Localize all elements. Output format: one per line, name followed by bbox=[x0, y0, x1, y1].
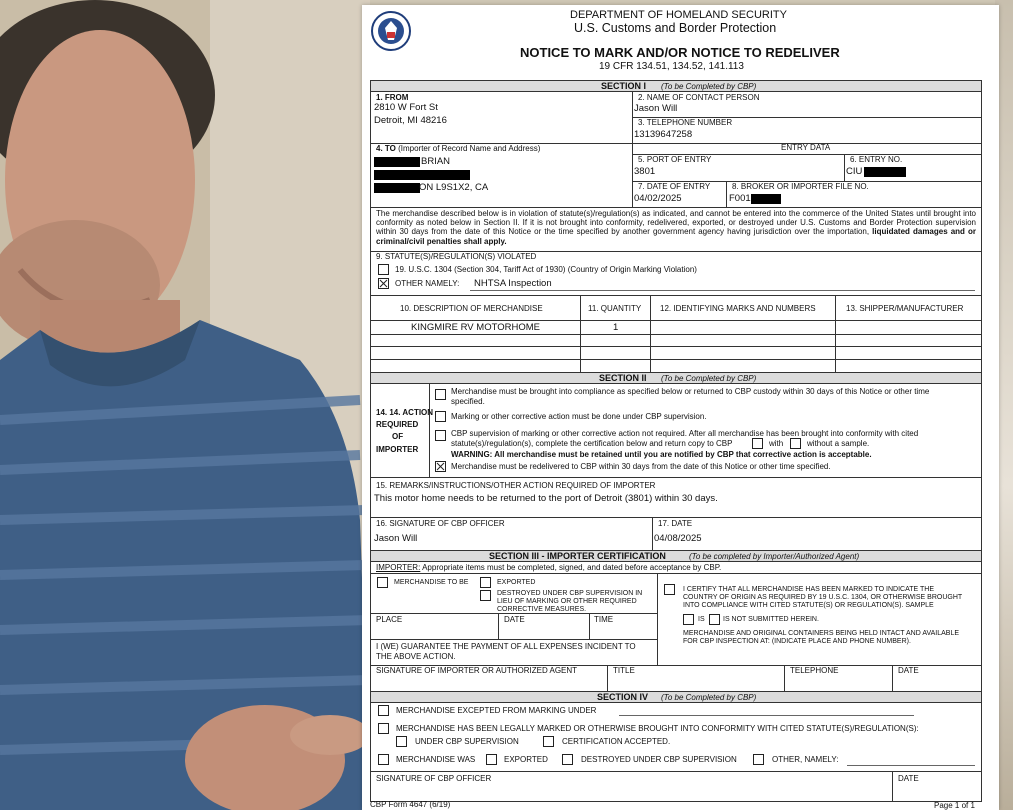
place-label: PLACE bbox=[376, 615, 403, 624]
was-label: MERCHANDISE WAS bbox=[396, 755, 476, 764]
cbp-form-4647 bbox=[362, 5, 999, 810]
cert-line3: INTO COMPLIANCE WITH CITED STATUTE(S) OR REGULATION(S). SAMPLE bbox=[683, 602, 934, 609]
exported-checkbox[interactable] bbox=[480, 577, 491, 588]
action-label-4: IMPORTER bbox=[376, 445, 419, 454]
row1-quantity: 1 bbox=[613, 322, 619, 333]
action-opt3b: statute(s)/regulation(s), complete the certification below and return copy to CBP bbox=[451, 439, 733, 448]
notice-text: The merchandise described below is in violation of statute(s)/regulation(s) as indicated, and cannot be entered into the commerce of the United States until brought into conformity as noted below in Section II. If it is not brought into conformity, redelivered, exported, or destroyed under U.S. Customs and Border Protection supervision within 30 days from the date of this Notice or the time specified by another government agency having jurisdiction over the importation, liquidated damages and or criminal/civil penalties shall apply. bbox=[376, 209, 976, 246]
held-line1: MERCHANDISE AND ORIGINAL CONTAINERS BEING HELD INTACT AND AVAILABLE bbox=[683, 630, 960, 637]
s4-exported-checkbox[interactable] bbox=[486, 754, 497, 765]
action-opt3-checkbox[interactable] bbox=[435, 430, 446, 441]
held-line2: FOR CBP INSPECTION AT: (INDICATE PLACE AND PHONE NUMBER). bbox=[683, 638, 911, 645]
warning-text: WARNING: All merchandise must be retained until you are notified by CBP that corrective action is acceptable. bbox=[451, 450, 872, 459]
to-line1: BRIAN bbox=[421, 156, 451, 167]
from-line1: 2810 W Fort St bbox=[374, 102, 438, 113]
telephone-label: TELEPHONE bbox=[790, 666, 839, 675]
destroyed-line1: DESTROYED UNDER CBP SUPERVISION IN bbox=[497, 590, 643, 597]
date-label: DATE bbox=[504, 615, 525, 624]
without-label: without a sample. bbox=[807, 439, 870, 448]
form-number: CBP Form 4647 (6/19) bbox=[370, 800, 451, 809]
x-mark-icon bbox=[379, 279, 388, 288]
cert-accepted-checkbox[interactable] bbox=[543, 736, 554, 747]
section4-header: SECTION IV (To be Completed by CBP) bbox=[370, 691, 982, 703]
conformity-checkbox[interactable] bbox=[378, 723, 389, 734]
statute-1304-checkbox[interactable] bbox=[378, 264, 389, 275]
date-entry-value: 04/02/2025 bbox=[634, 193, 682, 204]
s4-date-label: DATE bbox=[898, 774, 919, 783]
cbp-sig-value: Jason Will bbox=[374, 533, 418, 544]
file-value: F001 bbox=[729, 193, 751, 204]
is-label: IS bbox=[698, 616, 705, 623]
statute-opt2: OTHER NAMELY: bbox=[395, 279, 460, 288]
person-photo bbox=[0, 0, 370, 810]
redaction bbox=[374, 157, 420, 167]
action-opt4: Merchandise must be redelivered to CBP within 30 days from the date of this Notice or other time specified. bbox=[451, 462, 831, 471]
remarks-label: 15. REMARKS/INSTRUCTIONS/OTHER ACTION REQUIRED OF IMPORTER bbox=[376, 481, 656, 490]
form-cfr: 19 CFR 134.51, 134.52, 141.113 bbox=[599, 61, 744, 72]
from-line2: Detroit, MI 48216 bbox=[374, 115, 447, 126]
form-title: NOTICE TO MARK AND/OR NOTICE TO REDELIVER bbox=[520, 45, 840, 60]
sample-isnot-checkbox[interactable] bbox=[709, 614, 720, 625]
importer-date-label: DATE bbox=[898, 666, 919, 675]
action-opt1-checkbox[interactable] bbox=[435, 389, 446, 400]
action-opt1: Merchandise must be brought into compliance as specified below or returned to CBP custody within 30 days of this Notice or other time bbox=[451, 387, 930, 396]
col-shipper: 13. SHIPPER/MANUFACTURER bbox=[846, 304, 964, 313]
phone-label: 3. TELEPHONE NUMBER bbox=[638, 118, 733, 127]
agency-line2: U.S. Customs and Border Protection bbox=[574, 21, 777, 35]
s4-other-checkbox[interactable] bbox=[753, 754, 764, 765]
redaction bbox=[374, 170, 470, 180]
dhs-seal-icon bbox=[370, 10, 412, 52]
cert-line1: I CERTIFY THAT ALL MERCHANDISE HAS BEEN MARKED TO INDICATE THE bbox=[683, 586, 935, 593]
exported-label: EXPORTED bbox=[497, 579, 536, 586]
contact-label: 2. NAME OF CONTACT PERSON bbox=[638, 93, 760, 102]
action-label-3: OF bbox=[392, 432, 404, 441]
cbp-date-value: 04/08/2025 bbox=[654, 533, 702, 544]
title-label: TITLE bbox=[613, 666, 635, 675]
redaction bbox=[374, 183, 420, 193]
certify-checkbox[interactable] bbox=[664, 584, 675, 595]
x-mark-icon bbox=[436, 462, 445, 471]
under-label: UNDER CBP SUPERVISION bbox=[415, 737, 519, 746]
mtb-checkbox[interactable] bbox=[377, 577, 388, 588]
port-value: 3801 bbox=[634, 166, 656, 177]
statute-other-value: NHTSA Inspection bbox=[474, 278, 552, 289]
importer-sig-label: SIGNATURE OF IMPORTER OR AUTHORIZED AGENT bbox=[376, 666, 578, 675]
action-opt4-checkbox[interactable] bbox=[435, 461, 446, 472]
s4-destroyed-label: DESTROYED UNDER CBP SUPERVISION bbox=[581, 755, 737, 764]
was-checkbox[interactable] bbox=[378, 754, 389, 765]
row1-description: KINGMIRE RV MOTORHOME bbox=[411, 322, 540, 333]
to-label: 4. TO (Importer of Record Name and Address) bbox=[376, 144, 541, 153]
section3-header: SECTION III - IMPORTER CERTIFICATION (To be completed by Importer/Authorized Agent) bbox=[370, 550, 982, 562]
destroyed-checkbox[interactable] bbox=[480, 590, 491, 601]
isnot-label: IS NOT SUBMITTED HEREIN. bbox=[723, 616, 819, 623]
action-label-2: REQUIRED bbox=[376, 420, 419, 429]
section2-header: SECTION II (To be Completed by CBP) bbox=[370, 372, 982, 384]
file-label: 8. BROKER OR IMPORTER FILE NO. bbox=[732, 182, 869, 191]
statute-other-checkbox[interactable] bbox=[378, 278, 389, 289]
destroyed-line2: LIEU OF MARKING OR OTHER REQUIRED bbox=[497, 598, 637, 605]
redaction bbox=[864, 167, 906, 177]
contact-value: Jason Will bbox=[634, 103, 678, 114]
without-sample-checkbox[interactable] bbox=[790, 438, 801, 449]
action-opt3: CBP supervision of marking or other corrective action not required. After all merchandise has been brought into conformity with cited bbox=[451, 429, 919, 438]
to-line3: ON L9S1X2, CA bbox=[419, 182, 489, 193]
entryno-value: CIU bbox=[846, 166, 863, 177]
redaction bbox=[751, 194, 781, 204]
sample-is-checkbox[interactable] bbox=[683, 614, 694, 625]
action-label-1: 14. 14. ACTION bbox=[376, 408, 434, 417]
page-number: Page 1 of 1 bbox=[934, 801, 975, 810]
excepted-checkbox[interactable] bbox=[378, 705, 389, 716]
destroyed-line3: CORRECTIVE MEASURES. bbox=[497, 606, 587, 613]
phone-value: 13139647258 bbox=[634, 129, 693, 140]
s4-line2: MERCHANDISE HAS BEEN LEGALLY MARKED OR OTHERWISE BROUGHT INTO CONFORMITY WITH CITED STATUTE(S)/REGULATION(S): bbox=[396, 724, 919, 733]
time-label: TIME bbox=[594, 615, 614, 624]
mtb-label: MERCHANDISE TO BE bbox=[394, 579, 469, 586]
col-description: 10. DESCRIPTION OF MERCHANDISE bbox=[400, 304, 543, 313]
col-marks: 12. IDENTIFYING MARKS AND NUMBERS bbox=[660, 304, 816, 313]
guarantee-line2: THE ABOVE ACTION. bbox=[376, 652, 456, 661]
with-label: with bbox=[769, 439, 784, 448]
cert-acc-label: CERTIFICATION ACCEPTED. bbox=[562, 737, 671, 746]
s4-destroyed-checkbox[interactable] bbox=[562, 754, 573, 765]
agency-line1: DEPARTMENT OF HOMELAND SECURITY bbox=[570, 9, 787, 21]
s4-exported-label: EXPORTED bbox=[504, 755, 548, 764]
from-label: 1. FROM bbox=[376, 93, 409, 102]
cbp-date-label: 17. DATE bbox=[658, 519, 693, 528]
statute-opt1: 19. U.S.C. 1304 (Section 304, Tariff Act of 1930) (Country of Origin Marking Violation) bbox=[395, 265, 697, 274]
s4-other-label: OTHER, NAMELY: bbox=[772, 755, 839, 764]
remarks-value: This motor home needs to be returned to the port of Detroit (3801) within 30 days. bbox=[374, 493, 718, 504]
cert-line2: COUNTRY OF ORIGIN AS REQUIRED BY 19 U.S.C. 1304, OR OTHERWISE BROUGHT bbox=[683, 594, 963, 601]
col-quantity: 11. QUANTITY bbox=[588, 304, 642, 313]
action-opt2-checkbox[interactable] bbox=[435, 411, 446, 422]
video-background bbox=[0, 0, 370, 810]
guarantee-line1: I (WE) GUARANTEE THE PAYMENT OF ALL EXPENSES INCIDENT TO bbox=[376, 642, 636, 651]
action-opt1b: specified. bbox=[451, 397, 485, 406]
s4-sig-label: SIGNATURE OF CBP OFFICER bbox=[376, 774, 492, 783]
entryno-label: 6. ENTRY NO. bbox=[850, 155, 903, 164]
s4-line1: MERCHANDISE EXCEPTED FROM MARKING UNDER bbox=[396, 706, 597, 715]
under-supervision-checkbox[interactable] bbox=[396, 736, 407, 747]
port-label: 5. PORT OF ENTRY bbox=[638, 155, 712, 164]
statute-label: 9. STATUTE(S)/REGULATION(S) VIOLATED bbox=[376, 252, 537, 261]
with-sample-checkbox[interactable] bbox=[752, 438, 763, 449]
action-opt2: Marking or other corrective action must be done under CBP supervision. bbox=[451, 412, 707, 421]
section1-header: SECTION I (To be Completed by CBP) bbox=[370, 80, 982, 92]
cbp-sig-label: 16. SIGNATURE OF CBP OFFICER bbox=[376, 519, 505, 528]
entry-data-header: ENTRY DATA bbox=[781, 143, 831, 152]
importer-note: IMPORTER: Appropriate items must be completed, signed, and dated before acceptance by CBP. bbox=[376, 563, 722, 572]
date-entry-label: 7. DATE OF ENTRY bbox=[638, 182, 711, 191]
